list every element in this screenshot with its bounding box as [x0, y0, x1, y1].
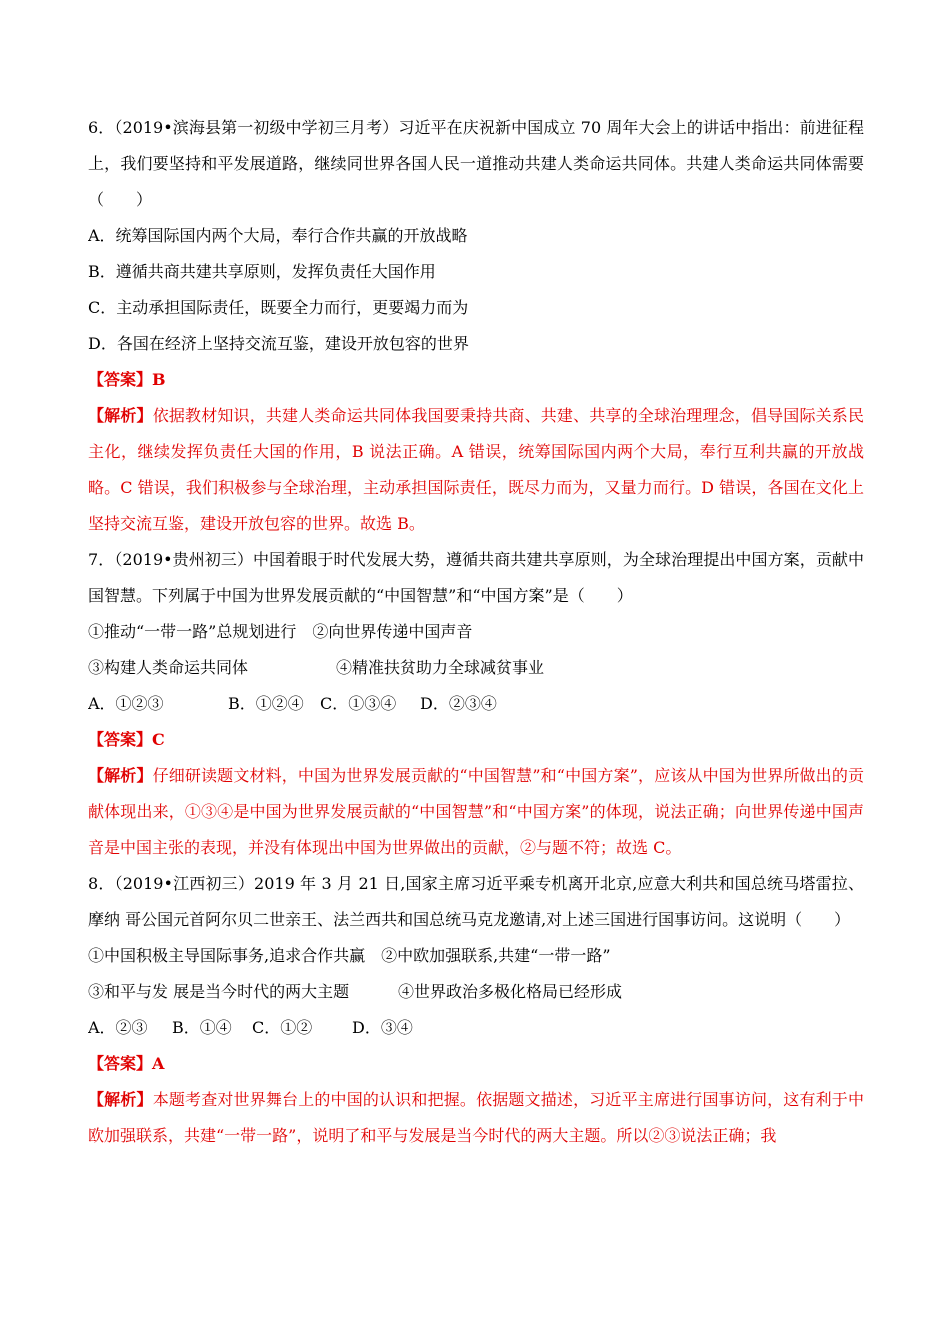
question-8-options: [88, 1010, 864, 1046]
question-7-items-row-1: [88, 614, 864, 650]
question-7-option-a: A．①②③: [88, 694, 164, 713]
question-8-items-row-2: [88, 974, 864, 1010]
question-7-item-2: ②向世界传递中国声音: [312, 622, 473, 641]
answer-tag: 【答案】: [88, 370, 153, 389]
question-7-item-4: ④精准扶贫助力全球减贫事业: [336, 658, 545, 677]
question-7-stem: 7．（2019•贵州初三）中国着眼于时代发展大势，遵循共商共建共享原则，为全球治理提出中国方案，贡献中国智慧。下列属于中国为世界发展贡献的“中国智慧”和“中国方案”是（ ）: [88, 550, 864, 605]
question-7-answer: [88, 722, 864, 758]
question-7-items-row-2: [88, 650, 864, 686]
question-8-item-1: ①中国积极主导国际事务,追求合作共赢: [88, 946, 366, 965]
question-6-option-a: A．统筹国际国内两个大局，奉行合作共赢的开放战略: [88, 226, 468, 245]
answer-value: C: [152, 730, 165, 749]
analysis-tag: 【解析】: [88, 406, 153, 425]
question-6-analysis: [88, 398, 864, 542]
question-6-option-d: D．各国在经济上坚持交流互鉴，建设开放包容的世界: [88, 334, 469, 353]
question-8-item-2: ②中欧加强联系,共建“一带一路”: [381, 946, 611, 965]
question-8-analysis: [88, 1082, 864, 1154]
question-8-option-d: D．③④: [352, 1018, 413, 1037]
question-7-item-3: ③构建人类命运共同体: [88, 658, 249, 677]
question-7-option-d: D．②③④: [420, 694, 497, 713]
question-7-option-c: C．①③④: [320, 694, 397, 713]
answer-tag: 【答案】: [88, 730, 153, 749]
question-6-option-b: B．遵循共商共建共享原则，发挥负责任大国作用: [88, 262, 436, 281]
question-7-option-b: B．①②④: [228, 694, 304, 713]
analysis-text: 依据教材知识，共建人类命运共同体我国要秉持共商、共建、共享的全球治理理念，倡导国际关系民主化，继续发挥负责任大国的作用，B 说法正确。A 错误，统筹国际国内两个大局，奉行互利共赢的开放战略。C 错误，我们积极参与全球治理，主动承担国际责任，既尽力而为，又量力而行。D 错误，各国在文化上坚持交流互鉴，建设开放包容的世界。故选 B。: [88, 406, 864, 533]
question-7-options: [88, 686, 864, 722]
analysis-text: 仔细研读题文材料，中国为世界发展贡献的“中国智慧”和“中国方案”，应该从中国为世界所做出的贡献体现出来，①③④是中国为世界发展贡献的“中国智慧”和“中国方案”的体现，说法正确；向世界传递中国声音是中国主张的表现，并没有体现出中国为世界做出的贡献，②与题不符；故选 C。: [88, 766, 864, 857]
document-content: [88, 110, 864, 1154]
question-6-answer: [88, 362, 864, 398]
question-8-answer: [88, 1046, 864, 1082]
answer-value: A: [152, 1054, 165, 1073]
question-8-item-3: ③和平与发 展是当今时代的两大主题: [88, 982, 350, 1001]
analysis-tag: 【解析】: [88, 766, 153, 785]
question-6-option-c: C．主动承担国际责任，既要全力而行，更要竭力而为: [88, 298, 469, 317]
answer-tag: 【答案】: [88, 1054, 153, 1073]
question-8-option-a: A．②③: [88, 1018, 148, 1037]
question-7-analysis: [88, 758, 864, 866]
answer-value: B: [152, 370, 166, 389]
question-7-item-1: ①推动“一带一路”总规划进行: [88, 622, 297, 641]
question-8-option-c: C．①②: [252, 1018, 313, 1037]
question-6-stem: 6．（2019•滨海县第一初级中学初三月考）习近平在庆祝新中国成立 70 周年大会上的讲话中指出：前进征程上，我们要坚持和平发展道路，继续同世界各国人民一道推动共建人类命运共同体。共建人类命运共同体需要（ ）: [88, 118, 864, 209]
question-8-items-row-1: [88, 938, 864, 974]
analysis-text: 本题考查对世界舞台上的中国的认识和把握。依据题文描述，习近平主席进行国事访问，这有利于中欧加强联系，共建“一带一路”，说明了和平与发展是当今时代的两大主题。所以②③说法正确；我: [88, 1090, 864, 1145]
question-8-stem: 8．（2019•江西初三）2019 年 3 月 21 日,国家主席习近平乘专机离开北京,应意大利共和国总统马塔雷拉、摩纳 哥公国元首阿尔贝二世亲王、法兰西共和国总统马克龙邀请,对上述三国进行国事访问。这说明（ ）: [88, 874, 864, 929]
analysis-tag: 【解析】: [88, 1090, 153, 1109]
question-8-option-b: B．①④: [172, 1018, 232, 1037]
question-8-item-4: ④世界政治多极化格局已经形成: [398, 982, 623, 1001]
